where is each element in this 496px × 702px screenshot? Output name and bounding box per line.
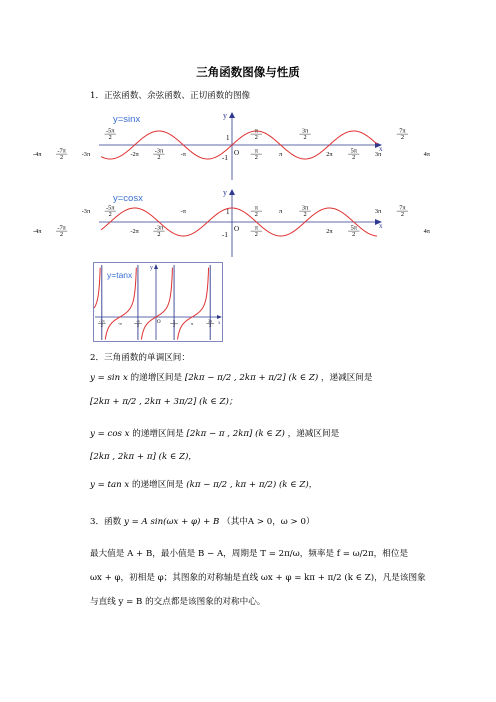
sine-y-arrow — [229, 112, 235, 118]
cos-dec-interval: [2kπ , 2kπ + π] (k ∈ Z)， — [90, 452, 197, 462]
sin-inc-interval: [2kπ − π/2 , 2kπ + π/2] (k ∈ Z) — [184, 373, 319, 383]
cosine-x-label: x — [379, 222, 383, 230]
section-3-cond: （其中A > 0，ω > 0） — [222, 517, 315, 527]
props-line-2: ωx + φ，初相是 φ；其图象的对称轴是直线 ωx + φ = kπ + π/2 (k ∈ Z)，凡是该图象 — [90, 573, 426, 583]
props-line-1: 最大值是 A + B，最小值是 B − A，周期是 T = 2π/ω，频率是 f = ω/2π，相位是 — [90, 549, 409, 559]
tan-monotonic-line — [90, 479, 317, 491]
cosine-tick-label: π 2 — [254, 204, 258, 218]
section-2-heading: 2．三角函数的单调区间： — [90, 353, 190, 363]
sine-origin: O — [234, 149, 240, 157]
tangent-tick-label: 3π 2 — [208, 318, 213, 328]
tan-func: y = tan x — [90, 480, 130, 490]
sin-dec-interval: [2kπ + π/2 , 2kπ + 3π/2] (k ∈ Z)； — [90, 397, 238, 407]
sine-one: 1 — [226, 134, 230, 142]
tangent-curve-branch — [141, 268, 172, 340]
sine-tick-label: π 2 — [254, 147, 258, 161]
section-3-head: 3．函数 — [90, 517, 122, 527]
cos-inc-interval: [2kπ − π , 2kπ] (k ∈ Z) — [186, 429, 285, 439]
cosine-tick-label: -3π 2 — [154, 224, 164, 238]
section-1-heading: 1．正弦函数、余弦函数、正切函数的图像 — [90, 91, 251, 101]
tangent-x-arrow — [217, 315, 222, 319]
sine-y-label: y — [223, 111, 227, 120]
cosine-tick-label: -π — [180, 208, 186, 215]
sine-label: y=sinx — [113, 114, 141, 125]
section-3-heading — [90, 516, 315, 528]
cosine-y-arrow — [229, 189, 235, 195]
sine-tick-label: -5π 2 — [106, 127, 115, 141]
sine-tick-label: -7π 2 — [57, 147, 66, 161]
cos-dec-line — [90, 451, 197, 463]
cosine-tick-label: 4π — [423, 228, 430, 235]
sin-monotonic-line — [90, 372, 373, 384]
cosine-tick-label: -4π — [33, 228, 42, 235]
sine-neg-one: -1 — [222, 154, 228, 162]
sin-func: y = sin x — [90, 373, 128, 383]
sine-tick-label: 4π — [423, 151, 430, 158]
tangent-curve-branch — [94, 268, 100, 308]
tangent-origin: O — [157, 320, 161, 325]
tangent-label: y=tanx — [107, 270, 133, 280]
tan-inc-text: 的递增区间是 — [131, 480, 184, 490]
cosine-one: 1 — [226, 208, 230, 216]
cosine-tick-label: 3π — [374, 208, 382, 215]
sine-tick-label: π — [279, 151, 283, 158]
cosine-neg-one: -1 — [222, 231, 228, 239]
cosine-origin: O — [234, 225, 240, 233]
sin-dec-line — [90, 396, 237, 408]
sine-tick-label: 2π — [326, 151, 333, 158]
sin-dec-text: ，递减区间是 — [320, 373, 373, 383]
tangent-tick-label: -π 2 — [136, 318, 140, 328]
cosine-tick-label: π — [279, 208, 283, 215]
cosine-graph — [33, 185, 430, 261]
sin-inc-text: 的递增区间是 — [130, 373, 183, 383]
section-3-formula: y = A sin(ωx + φ) + B — [123, 517, 220, 527]
sine-tick-label: 3π 2 — [301, 127, 309, 141]
tangent-tick-label: π — [191, 321, 194, 326]
cosine-tick-label: π 2 — [254, 224, 258, 238]
sine-x-label: x — [379, 145, 383, 153]
cosine-tick-label: -3π — [81, 208, 91, 215]
tangent-tick-label: π 2 — [172, 318, 176, 328]
cosine-tick-label: 3π 2 — [301, 204, 309, 218]
props-line-3: 与直线 y = B 的交点都是该图象的对称中心。 — [90, 597, 266, 607]
sine-tick-label: -4π — [33, 151, 42, 158]
sine-tick-label: 5π 2 — [350, 147, 357, 161]
cos-inc-text: 的递增区间是 — [132, 429, 184, 439]
tan-inc-interval: (kπ − π/2 , kπ + π/2) (k ∈ Z)， — [186, 480, 318, 490]
sine-tick-label: -π — [180, 151, 186, 158]
page-title: 三角函数图像与性质 — [196, 65, 300, 79]
sine-tick-label: 7π 2 — [399, 127, 406, 141]
cosine-tick-label: 5π 2 — [350, 224, 357, 238]
tangent-graph — [93, 262, 223, 342]
tangent-y-arrow — [154, 264, 158, 269]
tangent-y-label: y — [150, 265, 153, 271]
sine-tick-label: -3π — [81, 151, 91, 158]
tangent-tick-label: -π — [118, 321, 122, 326]
cosine-tick-label: -5π 2 — [106, 204, 115, 218]
cos-func: y = cos x — [90, 429, 130, 439]
cosine-tick-label: 2π — [326, 228, 333, 235]
sine-tick-label: -3π 2 — [154, 147, 164, 161]
sine-graph — [33, 108, 430, 184]
sine-tick-label: -2π — [130, 151, 139, 158]
tangent-tick-label: -3π 2 — [98, 318, 105, 328]
tangent-curve-branch — [178, 268, 209, 340]
cos-dec-text: ，递减区间是 — [287, 429, 340, 439]
cosine-tick-label: 7π 2 — [399, 204, 406, 218]
cosine-tick-label: -7π 2 — [57, 224, 66, 238]
cosine-y-label: y — [223, 188, 227, 197]
cosine-tick-label: -2π — [130, 228, 139, 235]
tangent-x-label: x — [218, 321, 221, 326]
sine-tick-label: 3π — [374, 151, 382, 158]
cos-monotonic-line — [90, 428, 339, 440]
sine-tick-label: π 2 — [254, 127, 258, 141]
cosine-label: y=cosx — [113, 193, 143, 204]
